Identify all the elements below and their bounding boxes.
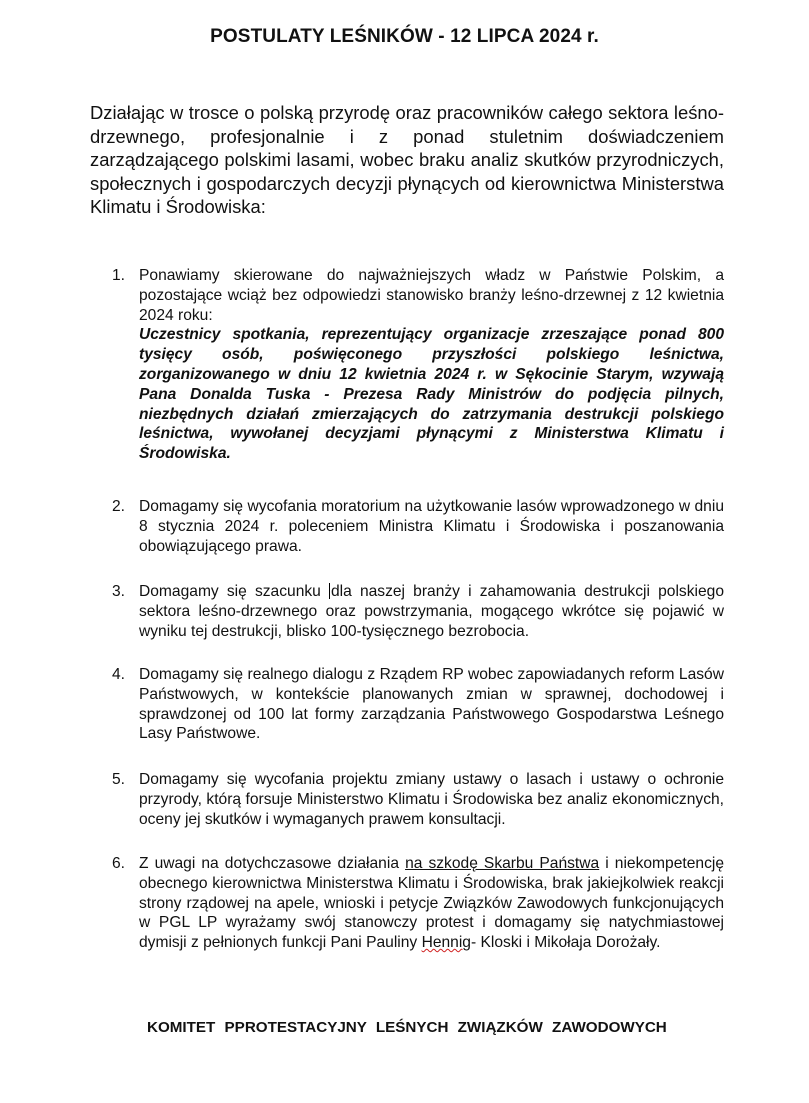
postulates-list-2: [112, 497, 724, 556]
item-text: Domagamy się wycofania projektu zmiany ustawy o lasach i ustawy o ochronie przyrody, którą forsuje Ministerstwo Klimatu i Środowiska bez analiz ekonomicznych, oceny jej skutków i wymaganych prawem konsultacji.: [139, 771, 724, 828]
item-number: 2.: [112, 498, 126, 515]
item-number: 6.: [112, 855, 126, 872]
item-text: Domagamy się realnego dialogu z Rządem RP wobec zapowiadanych reform Lasów Państwowych, w kontekście planowanych zmian w sprawnej, dochodowej i sprawdzonej od 100 lat formy zarządzania Państwowego Gospodarstwa Leśnego Lasy Państwowe.: [139, 666, 724, 743]
list-item-6: [112, 854, 724, 953]
item-text: Ponawiamy skierowane do najważniejszych władz w Państwie Polskim, a pozostające wciąż bez odpowiedzi stanowisko branży leśno-drzewnej z 12 kwietnia 2024 roku:: [139, 267, 724, 324]
document-title: POSTULATY LEŚNIKÓW - 12 LIPCA 2024 r.: [210, 26, 599, 47]
list-item-4: [112, 665, 724, 744]
item-number: 3.: [112, 583, 126, 600]
postulates-list: [112, 266, 724, 464]
item-text-middle: i niekompetencję obecnego kierownictwa Ministerstwa Klimatu i Środowiska, brak jakiejkolwiek reakcji strony rządowej na apele, wnioski i petycje Związków Zawodowych funkcjonujących w PGL LP wyrażamy swój stanowczy protest i domagamy się natychmiastowej dymisji z pełnionych funkcji Pani Pauliny: [139, 855, 725, 952]
intro-paragraph: Działając w trosce o polską przyrodę oraz pracowników całego sektora leśno-drzewnego, profesjonalnie i z ponad stuletnim doświadczeniem zarządzającego polskimi lasami, wobec braku analiz skutków przyrodniczych, społecznych i gospodarczych decyzji płynących od kierownictwa Ministerstwa Klimatu i Środowiska:: [90, 102, 724, 218]
signature-footer: KOMITET PPROTESTACYJNY LEŚNYCH ZWIĄZKÓW ZAWODOWYCH: [147, 1019, 667, 1036]
item-text: Domagamy się wycofania moratorium na użytkowanie lasów wprowadzonego w dniu 8 stycznia 2024 r. poleceniem Ministra Klimatu i Środowiska i poszanowania obowiązującego prawa.: [139, 498, 724, 555]
list-item-1: [112, 266, 724, 464]
underlined-text: na szkodę Skarbu Państwa: [405, 855, 600, 872]
item-number: 4.: [112, 666, 126, 683]
postulates-list-4: [112, 665, 724, 744]
postulates-list-5: [112, 770, 724, 829]
text-cursor: [329, 583, 330, 599]
list-item-2: [112, 497, 724, 556]
spellcheck-flagged-word: Hennig: [421, 934, 471, 952]
item-text-end: - Kloski i Mikołaja Dorożały.: [470, 934, 661, 952]
item-number: 5.: [112, 771, 126, 788]
postulates-list-3: [112, 582, 724, 641]
list-item-5: [112, 770, 724, 829]
item-text-b: dla naszej branży i zahamowania destrukcji polskiego sektora leśno-drzewnego oraz powstrzymania, mogącego wkrótce się pojawić w wyniku tej destrukcji, blisko 100-tysięcznego bezrobocia.: [139, 583, 724, 640]
item-text-start: Z uwagi na dotychczasowe działania: [139, 855, 406, 872]
quoted-statement: Uczestnicy spotkania, reprezentujący organizacje zrzeszające ponad 800 tysięcy osób, poświęconego przyszłości polskiego leśnictwa, zorganizowanego w dniu 12 kwietnia 2024 r. w Sękocinie Starym, wzywają Pana Donalda Tuska - Prezesa Rady Ministrów do podjęcia pilnych, niezbędnych działań zmierzających do zatrzymania destrukcji polskiego leśnictwa, wywołanej decyzjami płynącymi z Ministerstwa Klimatu i Środowiska.: [139, 326, 724, 463]
item-text-a: Domagamy się szacunku: [139, 583, 329, 600]
list-item-3: [112, 582, 724, 641]
postulates-list-6: [112, 854, 724, 953]
item-number: 1.: [112, 267, 126, 284]
